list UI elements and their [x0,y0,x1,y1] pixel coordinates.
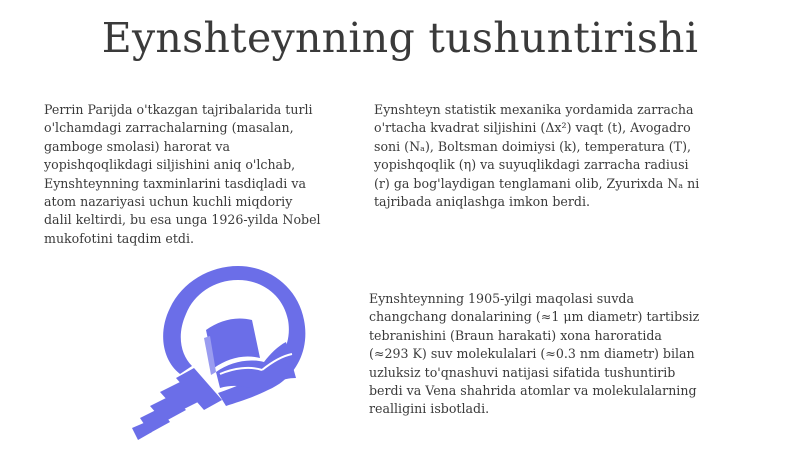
paragraph-perrin-experiments: Perrin Parijda o'tkazgan tajribalarida turli o'lchamdagi zarrachalarning (masalan, gamboge smolasi) harorat va yopishqoqlikdagi siljishini aniq o'lchab, Eynshteynning taxminlarini tasdiqladi va atom nazariyasi uchun kuchli miqdoriy dalil keltirdi, bu esa unga 1926-yilda Nobel mukofotini taqdim etdi. [44,102,321,246]
paragraph-1905-paper: Eynshteynning 1905-yilgi maqolasi suvda changchang donalarining (≈1 μm diametr) tartibsiz tebranishini (Braun harakati) xona haroratida (≈293 K) suv molekulalari (≈0.3 nm diametr) bilan uzluksiz to'qnashuvi natijasi sifatida tushuntirib berdi va Vena shahrida atomlar va molekulalarning realligini isbotladi. [369,291,700,417]
slide-title: Eynshteynning tushuntirishi [101,14,699,62]
paragraph-statistical-mechanics: Eynshteyn statistik mexanika yordamida zarracha o'rtacha kvadrat siljishini (Δx²) vaqt (t), Avogadro soni (Nₐ), Boltsman doimiysi (k), temperatura (T), yopishqoqlik (η) va suyuqlikdagi zarracha radiusi (r) ga bog'laydigan tenglamani olib, Zyurixda Nₐ ni tajribada aniqlashga imkon berdi. [374,102,700,210]
lightbulb-book-icon [110,250,335,445]
